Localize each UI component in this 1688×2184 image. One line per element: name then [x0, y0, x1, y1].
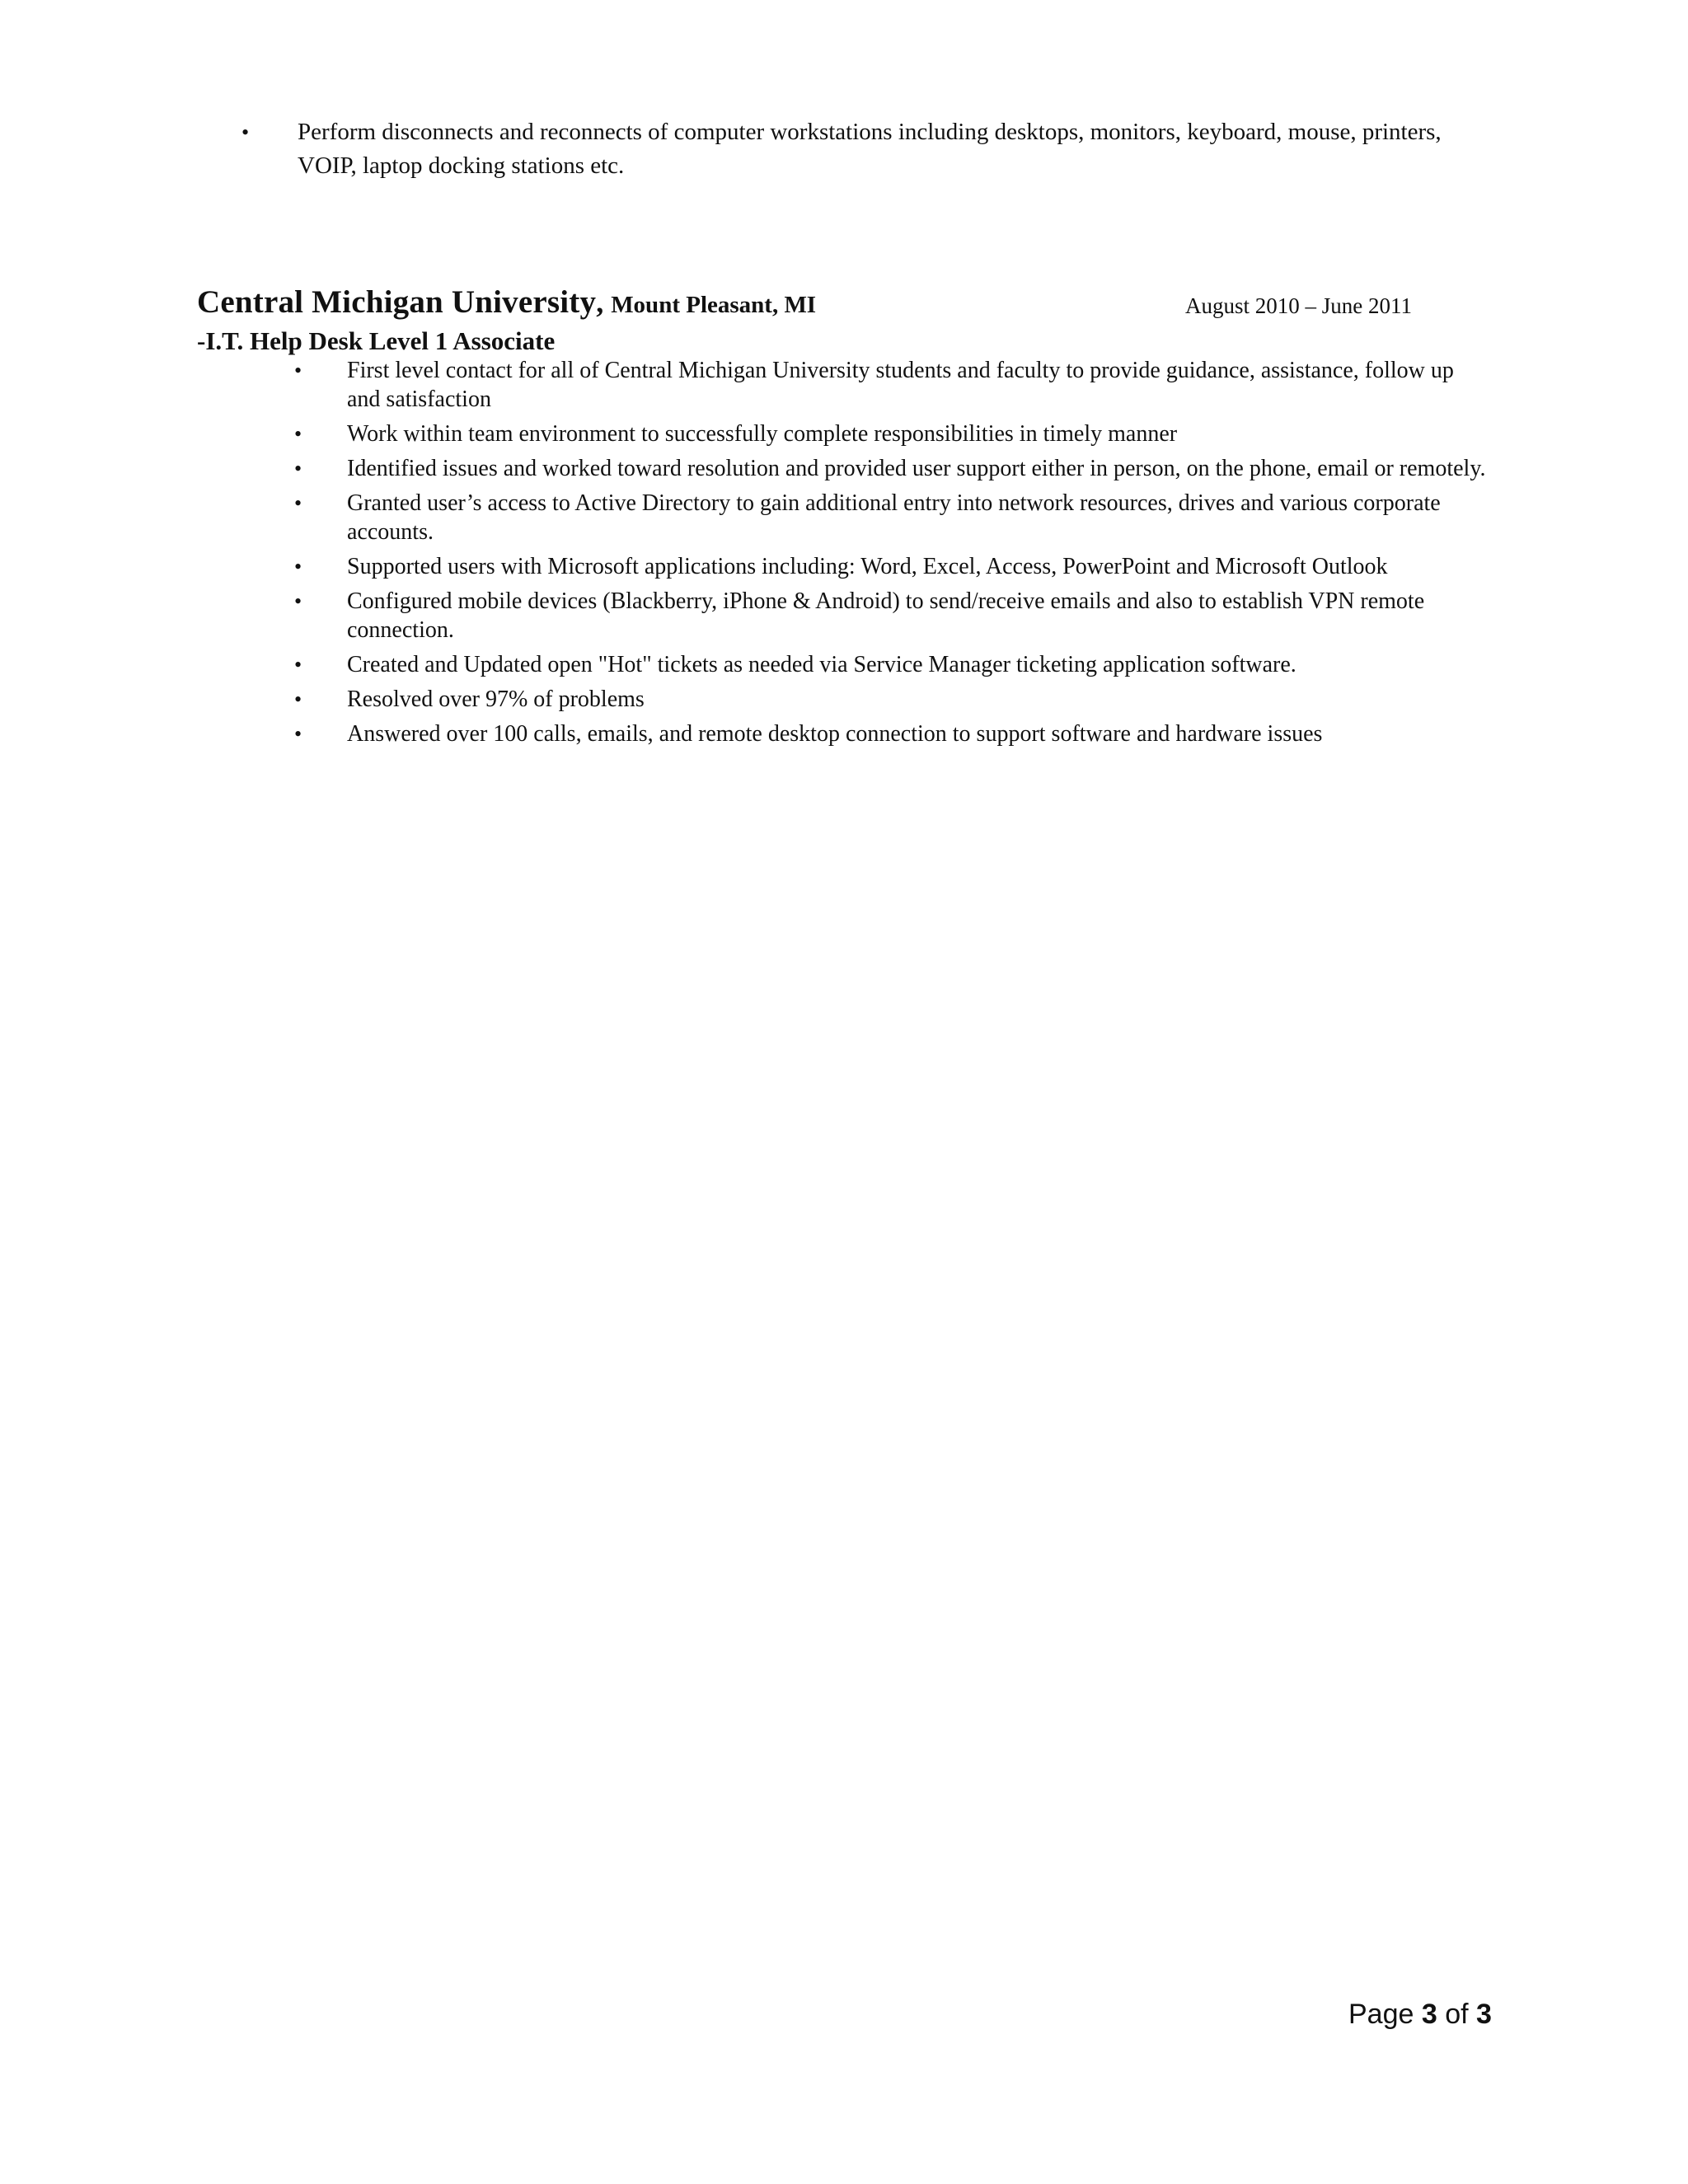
- header-separator: ,: [596, 286, 612, 319]
- bullet-marker: •: [294, 359, 302, 382]
- bullet-text: Identified issues and worked toward resolution and provided user support either in person, on the phone, email or remotely.: [347, 456, 1486, 481]
- bullet-text: Supported users with Microsoft applications including: Word, Excel, Access, PowerPoint and Microsoft Outlook: [347, 554, 1388, 579]
- list-item: [294, 454, 1489, 483]
- of-word: of: [1437, 1999, 1477, 2030]
- job-dates: August 2010 – June 2011: [1185, 293, 1412, 318]
- bullet-text: Work within team environment to successfully complete responsibilities in timely manner: [347, 421, 1178, 447]
- bullet-text: Perform disconnects and reconnects of computer workstations including desktops, monitors, keyboard, mouse, printers, VOIP, laptop docking stations etc.: [298, 119, 1442, 179]
- job-bullet-list: [294, 356, 1489, 754]
- bullet-marker: •: [294, 687, 302, 711]
- bullet-marker: •: [294, 422, 302, 446]
- bullet-marker: •: [241, 120, 250, 144]
- list-item: [294, 719, 1489, 748]
- list-item: [294, 685, 1489, 714]
- bullet-marker: •: [294, 722, 302, 746]
- list-item: [294, 552, 1489, 581]
- current-page-number: 3: [1421, 1999, 1437, 2030]
- bullet-text: First level contact for all of Central Michigan University students and faculty to provide guidance, assistance, follow up and satisfaction: [347, 358, 1454, 412]
- bullet-marker: •: [294, 491, 302, 515]
- bullet-marker: •: [294, 457, 302, 480]
- list-item: [294, 489, 1489, 546]
- total-page-count: 3: [1476, 1999, 1492, 2030]
- job-title: -I.T. Help Desk Level 1 Associate: [197, 326, 556, 355]
- company-name: Central Michigan University: [197, 284, 597, 320]
- job-header: [197, 284, 1450, 325]
- page-number-footer: [1348, 1999, 1492, 2031]
- list-item: [294, 650, 1489, 679]
- list-item: [294, 356, 1489, 414]
- bullet-text: Configured mobile devices (Blackberry, iPhone & Android) to send/receive emails and also to establish VPN remote connection.: [347, 588, 1425, 643]
- bullet-text: Created and Updated open "Hot" tickets as needed via Service Manager ticketing application software.: [347, 652, 1296, 677]
- bullet-marker: •: [294, 555, 302, 579]
- bullet-text: Answered over 100 calls, emails, and remote desktop connection to support software and hardware issues: [347, 721, 1323, 747]
- page-word: Page: [1348, 1999, 1422, 2030]
- list-item: [294, 587, 1489, 644]
- list-item: [294, 419, 1489, 448]
- bullet-text: Granted user’s access to Active Directory to gain additional entry into network resources, drives and various corporate accounts.: [347, 490, 1441, 545]
- job-location: Mount Pleasant, MI: [611, 292, 817, 318]
- bullet-text: Resolved over 97% of problems: [347, 687, 645, 712]
- carryover-bullet-item: [241, 115, 1494, 183]
- bullet-marker: •: [294, 589, 302, 613]
- bullet-marker: •: [294, 653, 302, 677]
